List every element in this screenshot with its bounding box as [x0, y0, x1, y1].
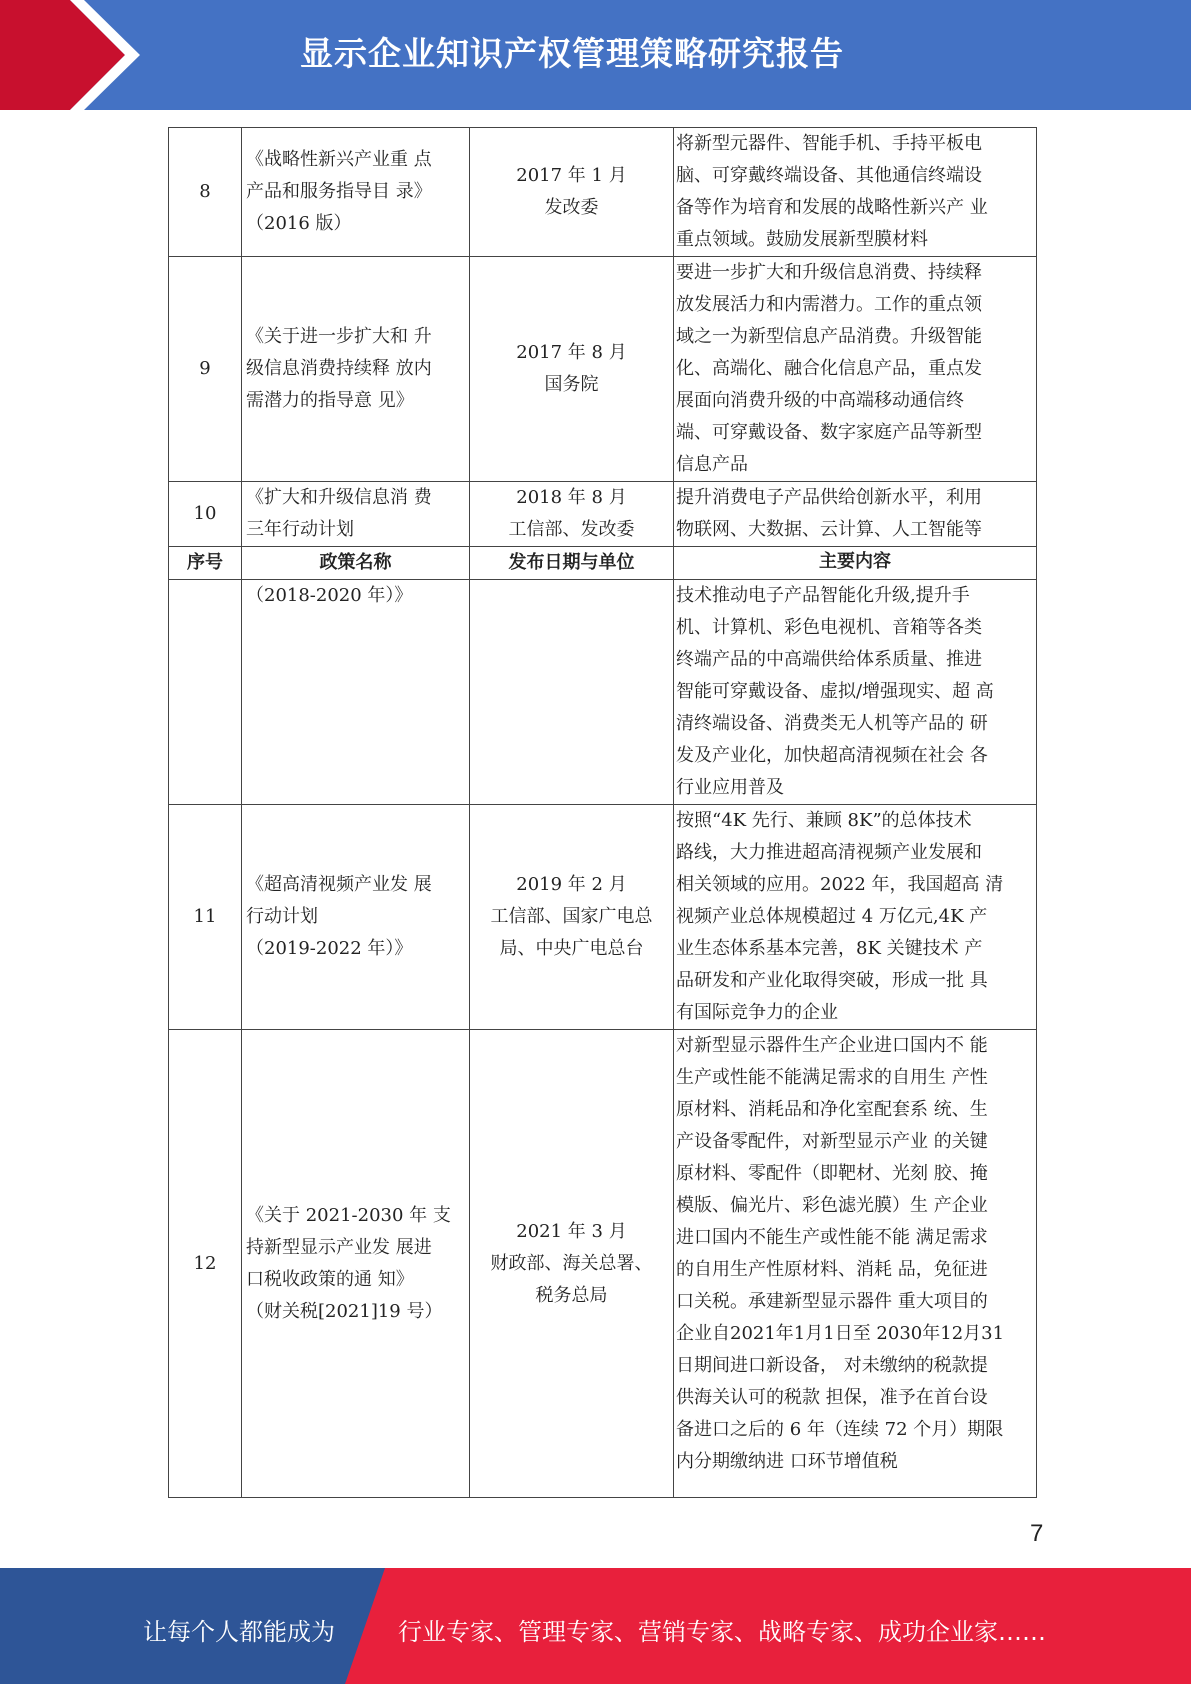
policy-name-cell-line: （财关税[2021]19 号） — [246, 1300, 443, 1322]
table-row — [169, 257, 1037, 482]
policy-name-cell-line: 《扩大和升级信息消 费 — [246, 487, 432, 508]
policy-name-cell — [242, 805, 470, 1030]
release-date-cell — [470, 580, 674, 805]
policy-name-cell-line: 持新型显示产业发 展进 — [246, 1236, 432, 1258]
main-content-cell-line: 有国际竞争力的企业 — [676, 1002, 838, 1023]
main-content-cell-line: 终端产品的中高端供给体系质量、推进 — [676, 649, 982, 670]
release-date-cell — [470, 1030, 674, 1498]
main-content-cell-line: 内分期缴纳进 口环节增值税 — [676, 1451, 898, 1472]
main-content-cell-line: 要进一步扩大和升级信息消费、持续释 — [676, 262, 982, 283]
table-row — [169, 580, 1037, 805]
policy-name-cell — [242, 128, 470, 257]
release-date-cell-line: 财政部、海关总署、 — [490, 1252, 653, 1274]
release-date-cell-line: 2017 年 1 月 — [516, 165, 627, 186]
main-content-cell — [674, 128, 1037, 257]
report-title: 显示企业知识产权管理策略研究报告 — [300, 34, 844, 73]
footer-slogan-left: 让每个人都能成为 — [143, 1618, 335, 1646]
policy-name-cell-line: 《关于 2021-2030 年 支 — [246, 1204, 451, 1226]
policy-name-cell-line: 《超高清视频产业发 展 — [246, 874, 432, 895]
main-content-cell — [674, 805, 1037, 1030]
policy-name-cell-line: 《关于进一步扩大和 升 — [246, 326, 432, 347]
main-content-cell-line: 脑、可穿戴终端设备、其他通信终端设 — [676, 165, 982, 186]
main-content-cell-line: 域之一为新型信息产品消费。升级智能 — [676, 326, 982, 347]
main-content-cell-line: 化、高端化、融合化信息产品，重点发 — [676, 358, 982, 379]
main-content-cell — [674, 257, 1037, 482]
release-date-cell-line: 发改委 — [544, 197, 599, 218]
main-content-cell-line: 日期间进口新设备， 对未缴纳的税款提 — [676, 1355, 988, 1376]
policy-table — [168, 127, 1037, 1498]
main-content-cell-line: 视频产业总体规模超过 4 万亿元,4K 产 — [676, 906, 988, 927]
main-content-cell-line: 的自用生产性原材料、消耗 品，免征进 — [676, 1259, 988, 1280]
row-number: 9 — [169, 257, 242, 482]
main-content-cell-line: 放发展活力和内需潜力。工作的重点领 — [676, 294, 982, 315]
table-row — [169, 128, 1037, 257]
release-date-cell-line: 2018 年 8 月 — [516, 487, 627, 508]
policy-name-cell-line: （2018-2020 年）》 — [246, 585, 413, 606]
main-content-cell-line: 发及产业化，加快超高清视频在社会 各 — [676, 745, 988, 766]
row-number: 10 — [169, 482, 242, 547]
main-content-cell-line: 原材料、消耗品和净化室配套系 统、生 — [676, 1099, 988, 1120]
main-content-cell-line: 品研发和产业化取得突破，形成一批 具 — [676, 970, 988, 991]
policy-name-cell-line: 级信息消费持续释 放内 — [246, 358, 432, 379]
page-number: 7 — [1030, 1520, 1044, 1547]
row-number: 12 — [169, 1030, 242, 1498]
policy-name-cell-line: 《战略性新兴产业重 点 — [246, 149, 432, 170]
row-number: 8 — [169, 128, 242, 257]
policy-name-cell-line: （2016 版） — [246, 213, 352, 234]
main-content-cell-line: 企业自2021年1月1日至 2030年12月31 — [676, 1323, 1005, 1344]
header-chevron-decoration — [0, 0, 150, 110]
main-content-cell-line: 业生态体系基本完善，8K 关键技术 产 — [676, 938, 983, 959]
release-date-cell — [470, 482, 674, 547]
policy-name-cell — [242, 580, 470, 805]
row-number: 11 — [169, 805, 242, 1030]
release-date-cell-line: 2019 年 2 月 — [516, 874, 627, 895]
main-content-cell-line: 智能可穿戴设备、虚拟/增强现实、超 高 — [676, 681, 994, 702]
main-content-cell-line: 供海关认可的税款 担保，准予在首台设 — [676, 1387, 988, 1408]
policy-name-cell — [242, 1030, 470, 1498]
policy-name-cell — [242, 482, 470, 547]
policy-name-cell-line: 三年行动计划 — [246, 519, 354, 540]
release-date-cell-line: 工信部、发改委 — [508, 519, 635, 540]
release-date-cell — [470, 128, 674, 257]
main-content-cell-line: 生产或性能不能满足需求的自用生 产性 — [676, 1067, 988, 1088]
main-content-cell — [674, 482, 1037, 547]
release-date-cell — [470, 257, 674, 482]
main-content-cell-line: 按照“4K 先行、兼顾 8K”的总体技术 — [676, 810, 972, 831]
policy-name-cell-line: 需潜力的指导意 见》 — [246, 390, 414, 411]
main-content-cell-line: 模版、偏光片、彩色滤光膜）生 产企业 — [676, 1195, 988, 1216]
main-content-cell-line: 备等作为培育和发展的战略性新兴产 业 — [676, 197, 988, 218]
main-content-cell — [674, 580, 1037, 805]
main-content-cell-line: 原材料、零配件（即靶材、光刻 胶、掩 — [676, 1163, 988, 1184]
policy-name-cell-line: 口税收政策的通 知》 — [246, 1268, 414, 1290]
main-content-cell-line: 口关税。承建新型显示器件 重大项目的 — [676, 1291, 988, 1312]
release-date-cell — [470, 805, 674, 1030]
release-date-cell-line: 2017 年 8 月 — [516, 342, 627, 363]
main-content-cell-line: 展面向消费升级的中高端移动通信终 — [676, 390, 964, 411]
main-content-cell-line: 提升消费电子产品供给创新水平，利用 — [676, 487, 982, 508]
page-header — [0, 0, 1191, 110]
policy-name-cell — [242, 257, 470, 482]
table-row — [169, 805, 1037, 1030]
main-content-cell-line: 进口国内不能生产或性能不能 满足需求 — [676, 1227, 988, 1248]
main-content-cell-line: 物联网、大数据、云计算、人工智能等 — [676, 519, 982, 540]
main-content-cell — [674, 1030, 1037, 1498]
footer-slogan-right: 行业专家、管理专家、营销专家、战略专家、成功企业家…… — [398, 1618, 1046, 1646]
table-header-row — [169, 547, 1037, 580]
release-date-cell-line: 2021 年 3 月 — [516, 1220, 627, 1242]
column-header: 序号 — [169, 547, 242, 580]
main-content-cell-line: 信息产品 — [676, 454, 748, 475]
main-content-cell-line: 清终端设备、消费类无人机等产品的 研 — [676, 713, 988, 734]
main-content-cell-line: 重点领域。鼓励发展新型膜材料 — [676, 229, 928, 250]
main-content-cell-line: 相关领域的应用。2022 年，我国超高 清 — [676, 874, 1004, 895]
main-content-cell-line: 将新型元器件、智能手机、手持平板电 — [676, 133, 982, 154]
main-content-cell-line: 技术推动电子产品智能化升级,提升手 — [676, 585, 970, 606]
main-content-cell-line: 对新型显示器件生产企业进口国内不 能 — [676, 1035, 988, 1056]
table-row — [169, 1030, 1037, 1498]
main-content-cell-line: 机、计算机、彩色电视机、音箱等各类 — [676, 617, 982, 638]
column-header: 主要内容 — [674, 547, 1037, 580]
column-header: 发布日期与单位 — [470, 547, 674, 580]
column-header: 政策名称 — [242, 547, 470, 580]
policy-name-cell-line: 行动计划 — [246, 906, 318, 927]
main-content-cell-line: 备进口之后的 6 年（连续 72 个月）期限 — [676, 1419, 1004, 1440]
main-content-cell-line: 产设备零配件，对新型显示产业 的关键 — [676, 1131, 988, 1152]
release-date-cell-line: 税务总局 — [535, 1284, 608, 1306]
main-content-cell-line: 路线，大力推进超高清视频产业发展和 — [676, 842, 982, 863]
main-content-cell-line: 行业应用普及 — [676, 777, 784, 798]
policy-name-cell-line: （2019-2022 年）》 — [246, 938, 413, 959]
row-number — [169, 580, 242, 805]
main-content-cell-line: 端、可穿戴设备、数字家庭产品等新型 — [676, 422, 982, 443]
page-footer — [0, 1568, 1191, 1684]
table-row — [169, 482, 1037, 547]
release-date-cell-line: 国务院 — [544, 374, 599, 395]
release-date-cell-line: 局、中央广电总台 — [499, 938, 644, 959]
release-date-cell-line: 工信部、国家广电总 — [490, 906, 653, 927]
policy-name-cell-line: 产品和服务指导目 录》 — [246, 181, 432, 202]
